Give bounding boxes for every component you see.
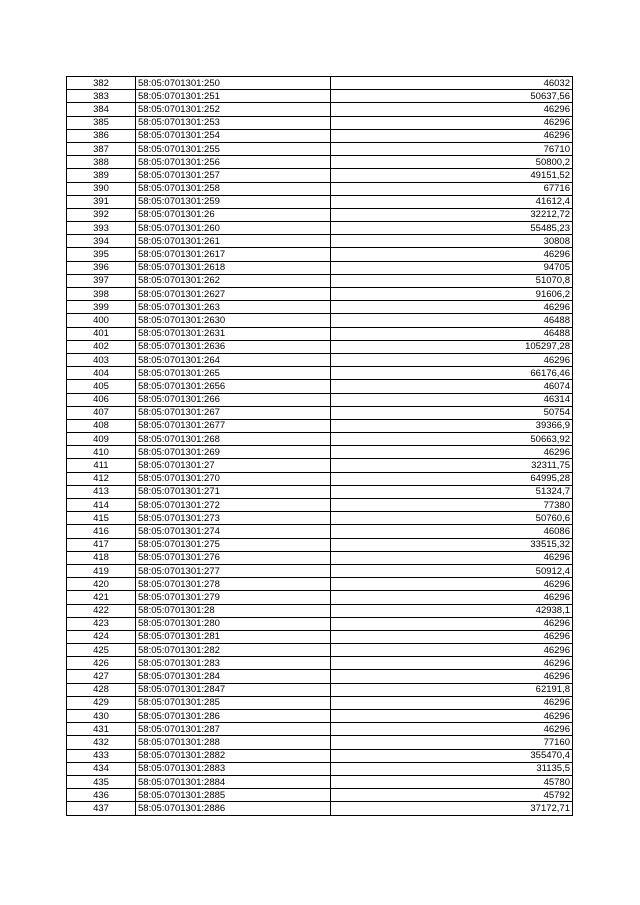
table-row [67, 142, 573, 155]
cadastral-number-cell: 58:05:0701301:2631 [136, 327, 331, 340]
row-number-cell: 414 [67, 499, 136, 512]
value-cell: 33515,32 [331, 538, 573, 551]
row-number-cell: 421 [67, 591, 136, 604]
value-cell: 91606,2 [331, 288, 573, 301]
row-number-cell: 407 [67, 406, 136, 419]
value-cell: 46296 [331, 551, 573, 564]
table-row [67, 762, 573, 775]
value-cell: 76710 [331, 142, 573, 155]
row-number-cell: 399 [67, 301, 136, 314]
table-row [67, 723, 573, 736]
table-row [67, 525, 573, 538]
table-row [67, 419, 573, 432]
value-cell: 46296 [331, 617, 573, 630]
value-cell: 46296 [331, 696, 573, 709]
value-cell: 62191,8 [331, 683, 573, 696]
value-cell: 46296 [331, 657, 573, 670]
value-cell: 31135,5 [331, 762, 573, 775]
table-row [67, 670, 573, 683]
row-number-cell: 392 [67, 208, 136, 221]
row-number-cell: 386 [67, 129, 136, 142]
cadastral-number-cell: 58:05:0701301:266 [136, 393, 331, 406]
row-number-cell: 405 [67, 380, 136, 393]
table-row [67, 617, 573, 630]
table-row [67, 657, 573, 670]
value-cell: 55485,23 [331, 222, 573, 235]
table-row [67, 393, 573, 406]
cadastral-number-cell: 58:05:0701301:2885 [136, 789, 331, 802]
cadastral-number-cell: 58:05:0701301:275 [136, 538, 331, 551]
table-row [67, 749, 573, 762]
cadastral-number-cell: 58:05:0701301:285 [136, 696, 331, 709]
row-number-cell: 395 [67, 248, 136, 261]
table-row [67, 630, 573, 643]
value-cell: 46296 [331, 116, 573, 129]
row-number-cell: 413 [67, 485, 136, 498]
value-cell: 46488 [331, 314, 573, 327]
table-row [67, 340, 573, 353]
cadastral-number-cell: 58:05:0701301:274 [136, 525, 331, 538]
cadastral-number-cell: 58:05:0701301:2882 [136, 749, 331, 762]
row-number-cell: 389 [67, 169, 136, 182]
row-number-cell: 398 [67, 288, 136, 301]
table-row [67, 353, 573, 366]
row-number-cell: 431 [67, 723, 136, 736]
value-cell: 66176,46 [331, 367, 573, 380]
value-cell: 50754 [331, 406, 573, 419]
table-row [67, 301, 573, 314]
row-number-cell: 393 [67, 222, 136, 235]
table-row [67, 485, 573, 498]
table-row [67, 129, 573, 142]
value-cell: 46296 [331, 591, 573, 604]
cadastral-number-cell: 58:05:0701301:264 [136, 353, 331, 366]
cadastral-number-cell: 58:05:0701301:2886 [136, 802, 331, 815]
value-cell: 32311,75 [331, 459, 573, 472]
cadastral-number-cell: 58:05:0701301:287 [136, 723, 331, 736]
cadastral-number-cell: 58:05:0701301:288 [136, 736, 331, 749]
row-number-cell: 411 [67, 459, 136, 472]
cadastral-number-cell: 58:05:0701301:2677 [136, 419, 331, 432]
table-row [67, 169, 573, 182]
cadastral-number-cell: 58:05:0701301:277 [136, 564, 331, 577]
table-row [67, 775, 573, 788]
value-cell: 46086 [331, 525, 573, 538]
value-cell: 37172,71 [331, 802, 573, 815]
value-cell: 46032 [331, 77, 573, 90]
row-number-cell: 425 [67, 644, 136, 657]
table-row [67, 644, 573, 657]
cadastral-number-cell: 58:05:0701301:263 [136, 301, 331, 314]
value-cell: 46296 [331, 103, 573, 116]
table-row [67, 459, 573, 472]
table-row [67, 710, 573, 723]
row-number-cell: 415 [67, 512, 136, 525]
value-cell: 50800,2 [331, 156, 573, 169]
value-cell: 46296 [331, 644, 573, 657]
row-number-cell: 417 [67, 538, 136, 551]
table-row [67, 274, 573, 287]
value-cell: 39366,9 [331, 419, 573, 432]
table-row [67, 683, 573, 696]
table-row [67, 208, 573, 221]
value-cell: 46296 [331, 630, 573, 643]
value-cell: 32212,72 [331, 208, 573, 221]
row-number-cell: 388 [67, 156, 136, 169]
row-number-cell: 409 [67, 433, 136, 446]
cadastral-number-cell: 58:05:0701301:273 [136, 512, 331, 525]
cadastral-number-cell: 58:05:0701301:2847 [136, 683, 331, 696]
row-number-cell: 436 [67, 789, 136, 802]
cadastral-number-cell: 58:05:0701301:2617 [136, 248, 331, 261]
table-row [67, 578, 573, 591]
cadastral-number-cell: 58:05:0701301:265 [136, 367, 331, 380]
row-number-cell: 419 [67, 564, 136, 577]
cadastral-number-cell: 58:05:0701301:280 [136, 617, 331, 630]
table-row [67, 182, 573, 195]
table-row [67, 538, 573, 551]
cadastral-number-cell: 58:05:0701301:2884 [136, 775, 331, 788]
cadastral-number-cell: 58:05:0701301:255 [136, 142, 331, 155]
row-number-cell: 406 [67, 393, 136, 406]
table-row [67, 433, 573, 446]
value-cell: 46296 [331, 670, 573, 683]
row-number-cell: 410 [67, 446, 136, 459]
cadastral-value-table [66, 76, 573, 816]
row-number-cell: 390 [67, 182, 136, 195]
cadastral-number-cell: 58:05:0701301:282 [136, 644, 331, 657]
cadastral-number-cell: 58:05:0701301:252 [136, 103, 331, 116]
row-number-cell: 416 [67, 525, 136, 538]
cadastral-number-cell: 58:05:0701301:254 [136, 129, 331, 142]
row-number-cell: 396 [67, 261, 136, 274]
table-row [67, 103, 573, 116]
row-number-cell: 384 [67, 103, 136, 116]
value-cell: 50637,56 [331, 90, 573, 103]
cadastral-number-cell: 58:05:0701301:257 [136, 169, 331, 182]
value-cell: 50663,92 [331, 433, 573, 446]
row-number-cell: 387 [67, 142, 136, 155]
cadastral-number-cell: 58:05:0701301:251 [136, 90, 331, 103]
row-number-cell: 385 [67, 116, 136, 129]
cadastral-number-cell: 58:05:0701301:276 [136, 551, 331, 564]
cadastral-number-cell: 58:05:0701301:284 [136, 670, 331, 683]
row-number-cell: 391 [67, 195, 136, 208]
row-number-cell: 397 [67, 274, 136, 287]
table-row [67, 288, 573, 301]
table-row [67, 802, 573, 815]
table-row [67, 222, 573, 235]
row-number-cell: 402 [67, 340, 136, 353]
row-number-cell: 430 [67, 710, 136, 723]
table-row [67, 446, 573, 459]
row-number-cell: 433 [67, 749, 136, 762]
row-number-cell: 383 [67, 90, 136, 103]
row-number-cell: 400 [67, 314, 136, 327]
table-row [67, 116, 573, 129]
cadastral-number-cell: 58:05:0701301:2627 [136, 288, 331, 301]
row-number-cell: 424 [67, 630, 136, 643]
cadastral-number-cell: 58:05:0701301:261 [136, 235, 331, 248]
row-number-cell: 394 [67, 235, 136, 248]
value-cell: 67716 [331, 182, 573, 195]
table-row [67, 736, 573, 749]
cadastral-number-cell: 58:05:0701301:270 [136, 472, 331, 485]
cadastral-number-cell: 58:05:0701301:256 [136, 156, 331, 169]
row-number-cell: 418 [67, 551, 136, 564]
row-number-cell: 435 [67, 775, 136, 788]
value-cell: 46074 [331, 380, 573, 393]
cadastral-number-cell: 58:05:0701301:272 [136, 499, 331, 512]
table-row [67, 406, 573, 419]
row-number-cell: 382 [67, 77, 136, 90]
row-number-cell: 434 [67, 762, 136, 775]
value-cell: 46296 [331, 578, 573, 591]
table-row [67, 261, 573, 274]
row-number-cell: 427 [67, 670, 136, 683]
cadastral-number-cell: 58:05:0701301:258 [136, 182, 331, 195]
value-cell: 41612,4 [331, 195, 573, 208]
table-row [67, 195, 573, 208]
value-cell: 77380 [331, 499, 573, 512]
row-number-cell: 423 [67, 617, 136, 630]
row-number-cell: 429 [67, 696, 136, 709]
value-cell: 46296 [331, 723, 573, 736]
row-number-cell: 432 [67, 736, 136, 749]
value-cell: 46314 [331, 393, 573, 406]
table-row [67, 77, 573, 90]
value-cell: 50912,4 [331, 564, 573, 577]
table-row [67, 591, 573, 604]
value-cell: 105297,28 [331, 340, 573, 353]
table-row [67, 551, 573, 564]
row-number-cell: 401 [67, 327, 136, 340]
row-number-cell: 408 [67, 419, 136, 432]
value-cell: 46296 [331, 301, 573, 314]
table-row [67, 235, 573, 248]
cadastral-number-cell: 58:05:0701301:283 [136, 657, 331, 670]
value-cell: 45780 [331, 775, 573, 788]
value-cell: 64995,28 [331, 472, 573, 485]
cadastral-number-cell: 58:05:0701301:2656 [136, 380, 331, 393]
cadastral-number-cell: 58:05:0701301:2636 [136, 340, 331, 353]
cadastral-number-cell: 58:05:0701301:279 [136, 591, 331, 604]
row-number-cell: 428 [67, 683, 136, 696]
table-row [67, 696, 573, 709]
table-row [67, 248, 573, 261]
cadastral-number-cell: 58:05:0701301:267 [136, 406, 331, 419]
cadastral-number-cell: 58:05:0701301:2618 [136, 261, 331, 274]
value-cell: 46296 [331, 248, 573, 261]
table-row [67, 472, 573, 485]
value-cell: 30808 [331, 235, 573, 248]
row-number-cell: 437 [67, 802, 136, 815]
cadastral-number-cell: 58:05:0701301:28 [136, 604, 331, 617]
value-cell: 42938,1 [331, 604, 573, 617]
cadastral-number-cell: 58:05:0701301:259 [136, 195, 331, 208]
value-cell: 46488 [331, 327, 573, 340]
table-body [67, 77, 573, 816]
table-row [67, 367, 573, 380]
value-cell: 46296 [331, 446, 573, 459]
row-number-cell: 426 [67, 657, 136, 670]
table-row [67, 380, 573, 393]
cadastral-number-cell: 58:05:0701301:268 [136, 433, 331, 446]
value-cell: 77160 [331, 736, 573, 749]
table-row [67, 564, 573, 577]
cadastral-number-cell: 58:05:0701301:26 [136, 208, 331, 221]
value-cell: 45792 [331, 789, 573, 802]
value-cell: 49151,52 [331, 169, 573, 182]
table-row [67, 789, 573, 802]
table-row [67, 512, 573, 525]
value-cell: 51324,7 [331, 485, 573, 498]
value-cell: 46296 [331, 710, 573, 723]
table-row [67, 90, 573, 103]
cadastral-number-cell: 58:05:0701301:269 [136, 446, 331, 459]
table-row [67, 156, 573, 169]
cadastral-number-cell: 58:05:0701301:271 [136, 485, 331, 498]
cadastral-number-cell: 58:05:0701301:27 [136, 459, 331, 472]
cadastral-number-cell: 58:05:0701301:260 [136, 222, 331, 235]
cadastral-number-cell: 58:05:0701301:250 [136, 77, 331, 90]
table-row [67, 314, 573, 327]
value-cell: 46296 [331, 353, 573, 366]
cadastral-number-cell: 58:05:0701301:286 [136, 710, 331, 723]
cadastral-number-cell: 58:05:0701301:2883 [136, 762, 331, 775]
cadastral-number-cell: 58:05:0701301:2630 [136, 314, 331, 327]
table-row [67, 327, 573, 340]
value-cell: 94705 [331, 261, 573, 274]
value-cell: 355470,4 [331, 749, 573, 762]
row-number-cell: 420 [67, 578, 136, 591]
row-number-cell: 412 [67, 472, 136, 485]
cadastral-number-cell: 58:05:0701301:278 [136, 578, 331, 591]
cadastral-number-cell: 58:05:0701301:253 [136, 116, 331, 129]
value-cell: 51070,8 [331, 274, 573, 287]
row-number-cell: 422 [67, 604, 136, 617]
cadastral-number-cell: 58:05:0701301:262 [136, 274, 331, 287]
value-cell: 46296 [331, 129, 573, 142]
row-number-cell: 403 [67, 353, 136, 366]
row-number-cell: 404 [67, 367, 136, 380]
table-row [67, 604, 573, 617]
cadastral-number-cell: 58:05:0701301:281 [136, 630, 331, 643]
value-cell: 50760,6 [331, 512, 573, 525]
table-row [67, 499, 573, 512]
